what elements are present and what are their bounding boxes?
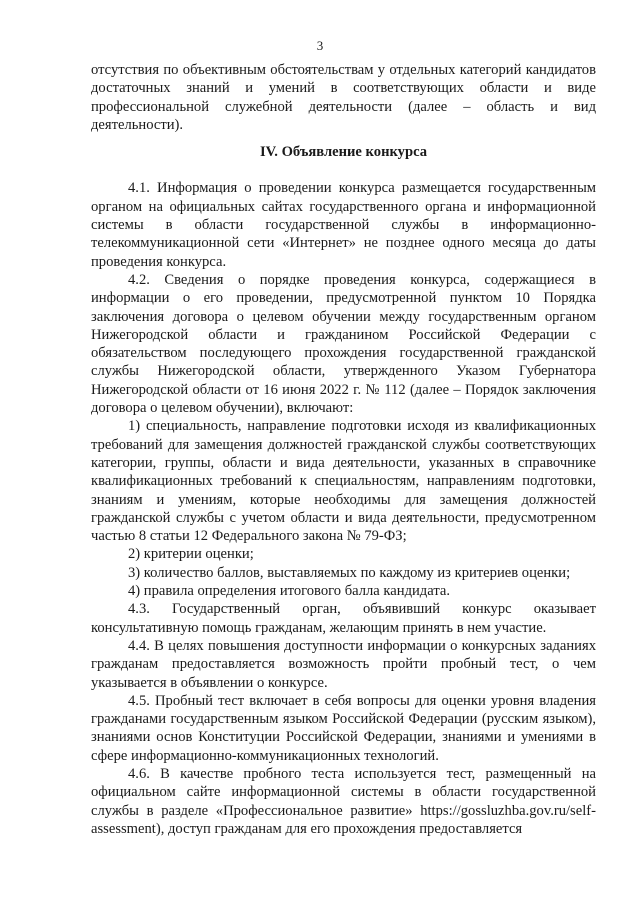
paragraph-4-5: 4.5. Пробный тест включает в себя вопросы для оценки уровня владения гражданами государственным языком Российской Федерации (русским языком), знаниями основ Конституции Российской Федерации, знаниями и умениями в сфере информационно-коммуникационных технологий. — [91, 692, 596, 764]
list-item-2: 2) критерии оценки; — [128, 546, 254, 563]
document-body — [91, 61, 596, 838]
paragraph-4-4: 4.4. В целях повышения доступности информации о конкурсных заданиях гражданам предоставляется возможность пройти пробный тест, о чем указывается в объявлении о конкурсе. — [91, 637, 596, 691]
list-item-3: 3) количество баллов, выставляемых по каждому из критериев оценки; — [128, 564, 571, 581]
list-item-1: 1) специальность, направление подготовки исходя из квалификационных требований для замещения должностей гражданской службы соответствующих категории, группы, области и вида деятельности, указанных в справочнике квалификационных требований к специальностям, направлениям подготовки, знаниям и умениям, которые необходимы для замещения должностей гражданской службы с учетом области и вида деятельности, предусмотренном частью 8 статьи 12 Федерального закона № 79-ФЗ; — [91, 418, 596, 545]
intro-paragraph: отсутствия по объективным обстоятельствам у отдельных категорий кандидатов достаточных знаний и умений в соответствующих области и виде профессиональной служебной деятельности (далее – область и вид деятельности). — [91, 62, 596, 133]
paragraph-4-1: 4.1. Информация о проведении конкурса размещается государственным органом на официальных сайтах государственного органа и информационной системы в области государственной службы в информационно-телекоммуникационной сети «Интернет» не позднее одного месяца до даты проведения конкурса. — [91, 180, 596, 270]
paragraph-4-3: 4.3. Государственный орган, объявивший конкурс оказывает консультативную помощь гражданам, желающим принять в нем участие. — [91, 601, 596, 636]
paragraph-4-2: 4.2. Сведения о порядке проведения конкурса, содержащиеся в информации о его проведении, предусмотренной пунктом 10 Порядка заключения договора о целевом обучении между государственным органом Нижегородской области и гражданином Российской Федерации с обязательством последующего прохождения государственной гражданской службы Нижегородской области, утвержденного Указом Губернатора Нижегородской области от 16 июня 2022 г. № 112 (далее – Порядок заключения договора о целевом обучении), включают: — [91, 271, 596, 417]
page-number: 3 — [316, 38, 324, 53]
section-heading: IV. Объявление конкурса — [259, 144, 428, 161]
list-item-4: 4) правила определения итогового балла кандидата. — [128, 583, 451, 600]
paragraph-4-6: 4.6. В качестве пробного теста используется тест, размещенный на официальном сайте информационной системы в области государственной службы в разделе «Профессиональное развитие» https://gossluzhba.gov.ru/self-assessment), доступ гражданам для его прохождения предоставляется — [91, 765, 596, 837]
